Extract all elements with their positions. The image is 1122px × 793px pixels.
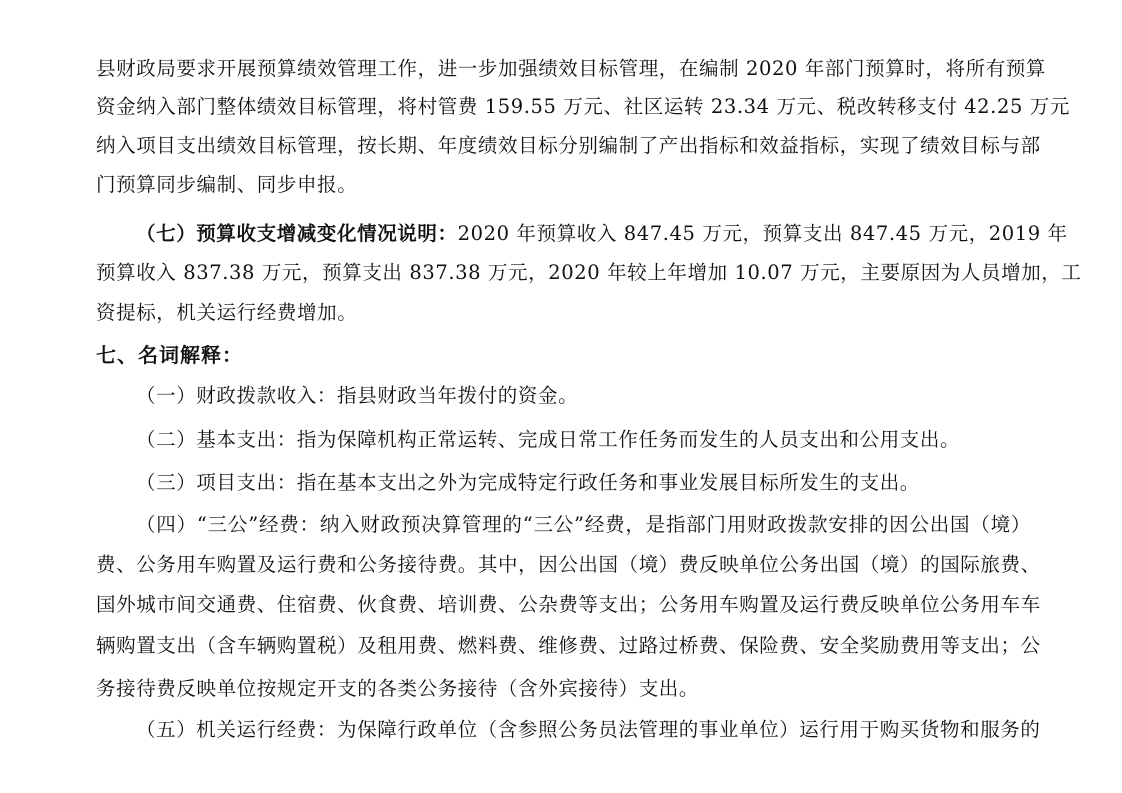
paragraph-line: 资金纳入部门整体绩效目标管理，将村管费 159.55 万元、社区运转 23.34 万元、税改转移支付 42.25 万元 [96, 95, 1070, 118]
paragraph-line: 县财政局要求开展预算绩效管理工作，进一步加强绩效目标管理，在编制 2020 年部门预算时，将所有预算 [96, 57, 1047, 80]
term-line: 国外城市间交通费、住宿费、伙食费、培训费、公杂费等支出；公务用车购置及运行费反映单位公务用车车 [96, 593, 1041, 616]
term-line: 辆购置支出（含车辆购置税）及租用费、燃料费、维修费、过路过桥费、保险费、安全奖励费用等支出；公 [96, 634, 1041, 657]
paragraph-line-with-label [136, 219, 1068, 249]
term-line: （五）机关运行经费：为保障行政单位（含参照公务员法管理的事业单位）运行用于购买货物和服务的 [136, 718, 1041, 741]
term-line: （一）财政拨款收入：指县财政当年拨付的资金。 [136, 384, 579, 407]
paragraph-text: 2020 年预算收入 847.45 万元，预算支出 847.45 万元，2019 年 [457, 222, 1068, 245]
paragraph-line: 预算收入 837.38 万元，预算支出 837.38 万元，2020 年较上年增加 10.07 万元，主要原因为人员增加，工 [96, 261, 1082, 284]
paragraph-line: 资提标，机关运行经费增加。 [96, 301, 358, 324]
term-line: （三）项目支出：指在基本支出之外为完成特定行政任务和事业发展目标所发生的支出。 [136, 471, 920, 494]
term-line: 务接待费反映单位按规定开支的各类公务接待（含外宾接待）支出。 [96, 677, 700, 700]
subsection-label: （七）预算收支增减变化情况说明： [136, 222, 458, 245]
paragraph-line: 纳入项目支出绩效目标管理，按长期、年度绩效目标分别编制了产出指标和效益指标，实现了绩效目标与部 [96, 134, 1041, 157]
paragraph-line: 门预算同步编制、同步申报。 [96, 173, 358, 196]
term-line: （四）“三公”经费：纳入财政预决算管理的“三公”经费，是指部门用财政拨款安排的因公出国（境） [136, 513, 1031, 536]
term-line: （二）基本支出：指为保障机构正常运转、完成日常工作任务而发生的人员支出和公用支出。 [136, 428, 961, 451]
term-line: 费、公务用车购置及运行费和公务接待费。其中，因公出国（境）费反映单位公务出国（境）的国际旅费、 [96, 553, 1041, 576]
section-heading: 七、名词解释： [96, 343, 243, 367]
